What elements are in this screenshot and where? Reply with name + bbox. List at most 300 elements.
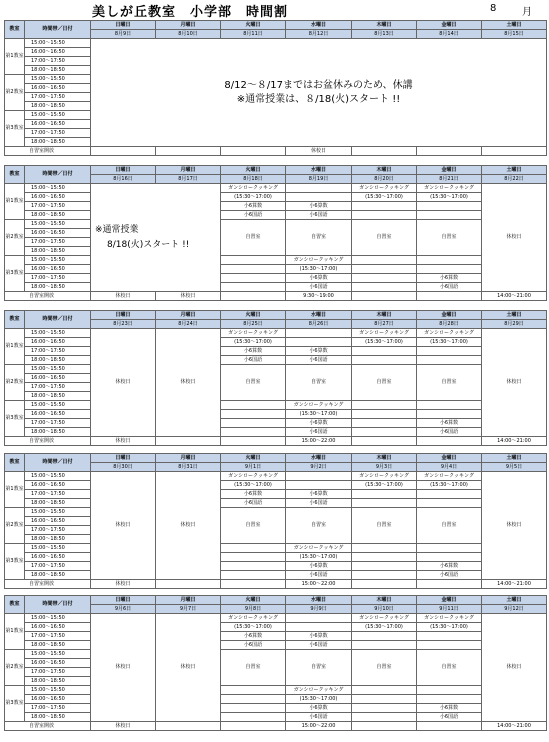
time-slot: 18:00〜18:50 — [25, 66, 91, 75]
lesson-cell: (15:30〜17:00) — [417, 193, 482, 202]
closed-cell: 休校日 — [482, 472, 547, 580]
day-header: 金曜日 — [417, 596, 482, 605]
day-header: 日曜日 — [91, 454, 156, 463]
time-slot: 18:00〜18:50 — [25, 211, 91, 220]
lesson-cell — [417, 544, 482, 553]
day-header: 火曜日 — [221, 596, 286, 605]
lesson-cell — [352, 428, 417, 437]
room-header: 教室 — [5, 454, 25, 472]
lesson-cell — [221, 283, 286, 292]
lesson-cell — [417, 641, 482, 650]
footer-label: 自習室開放 — [5, 580, 91, 589]
time-slot: 17:00〜17:50 — [25, 526, 91, 535]
time-slot: 15:00〜15:50 — [25, 650, 91, 659]
lesson-cell — [417, 686, 482, 695]
lesson-cell: (15:30〜17:00) — [221, 193, 286, 202]
jishu-cell: 自習室 — [286, 220, 352, 256]
lesson-cell — [417, 347, 482, 356]
message-line: 8/18(火)スタート !! — [107, 239, 190, 250]
lesson-cell — [221, 571, 286, 580]
lesson-cell: ガンシロークッキング — [417, 614, 482, 623]
lesson-cell: ガンシロークッキング — [352, 329, 417, 338]
lesson-cell — [286, 472, 352, 481]
time-slot: 18:00〜18:50 — [25, 102, 91, 111]
lesson-cell: 小6国語 — [221, 211, 286, 220]
time-slot: 15:00〜15:50 — [25, 614, 91, 623]
lesson-cell: (15:30〜17:00) — [221, 623, 286, 632]
lesson-cell — [221, 410, 286, 419]
lesson-cell: 小6国語 — [221, 641, 286, 650]
time-slot: 16:00〜16:50 — [25, 659, 91, 668]
lesson-cell: ガンシロークッキング — [352, 614, 417, 623]
footer-cell — [221, 722, 286, 731]
lesson-cell — [417, 499, 482, 508]
time-slot: 18:00〜18:50 — [25, 499, 91, 508]
footer-cell — [352, 580, 417, 589]
lesson-cell — [352, 419, 417, 428]
lesson-cell — [221, 265, 286, 274]
time-slot: 15:00〜15:50 — [25, 686, 91, 695]
lesson-cell: (15:30〜17:00) — [417, 481, 482, 490]
day-header: 土曜日 — [482, 596, 547, 605]
lesson-cell — [352, 401, 417, 410]
footer-cell — [156, 722, 221, 731]
jishu-cell: 自習室 — [352, 365, 417, 401]
footer-cell: 9:30〜19:00 — [286, 292, 352, 301]
time-header: 時間帯／日付 — [25, 21, 91, 39]
lesson-cell — [221, 713, 286, 722]
month-label: 月 — [522, 7, 532, 18]
date-cell: 9月4日 — [417, 463, 482, 472]
time-slot: 17:00〜17:50 — [25, 419, 91, 428]
time-slot: 16:00〜16:50 — [25, 193, 91, 202]
lesson-cell: 小6国語 — [417, 571, 482, 580]
closed-cell: 休校日 — [482, 184, 547, 292]
week-block — [4, 310, 546, 446]
lesson-cell: ガンシロークッキング — [417, 329, 482, 338]
date-cell: 9月7日 — [156, 605, 221, 614]
lesson-cell — [221, 401, 286, 410]
day-header: 火曜日 — [221, 454, 286, 463]
footer-cell — [156, 147, 221, 156]
footer-cell: 14:00〜21:00 — [482, 722, 547, 731]
date-cell: 9月8日 — [221, 605, 286, 614]
lesson-cell — [221, 428, 286, 437]
footer-cell — [352, 147, 417, 156]
date-cell: 8月22日 — [482, 175, 547, 184]
footer-cell — [156, 580, 221, 589]
lesson-cell: 小6算数 — [417, 562, 482, 571]
lesson-cell — [221, 562, 286, 571]
week-block — [4, 165, 546, 301]
jishu-cell: 自習室 — [221, 508, 286, 544]
lesson-cell: (15:30〜17:00) — [417, 338, 482, 347]
lesson-cell — [352, 632, 417, 641]
lesson-cell — [417, 401, 482, 410]
footer-label: 自習室開放 — [5, 437, 91, 446]
day-header: 火曜日 — [221, 166, 286, 175]
time-slot: 17:00〜17:50 — [25, 632, 91, 641]
time-slot: 16:00〜16:50 — [25, 553, 91, 562]
room-label: 第2教室 — [5, 508, 25, 544]
lesson-cell: 小6国語 — [286, 283, 352, 292]
date-cell: 9月11日 — [417, 605, 482, 614]
lesson-cell: 小6算数 — [286, 274, 352, 283]
date-cell: 8月23日 — [91, 320, 156, 329]
date-cell: 8月16日 — [91, 175, 156, 184]
day-header: 月曜日 — [156, 596, 221, 605]
date-cell: 9月12日 — [482, 605, 547, 614]
lesson-cell: 小6国語 — [417, 713, 482, 722]
footer-cell: 休校日 — [91, 437, 156, 446]
lesson-cell — [352, 211, 417, 220]
lesson-cell: 小6国語 — [417, 428, 482, 437]
date-cell: 8月28日 — [417, 320, 482, 329]
date-cell: 8月11日 — [221, 30, 286, 39]
day-header: 火曜日 — [221, 311, 286, 320]
time-slot: 16:00〜16:50 — [25, 695, 91, 704]
date-cell: 9月5日 — [482, 463, 547, 472]
date-cell: 8月26日 — [286, 320, 352, 329]
room-label: 第3教室 — [5, 544, 25, 580]
date-cell: 8月30日 — [91, 463, 156, 472]
time-slot: 17:00〜17:50 — [25, 57, 91, 66]
lesson-cell: ガンシロークッキング — [221, 614, 286, 623]
lesson-cell — [286, 193, 352, 202]
footer-cell: 休校日 — [91, 722, 156, 731]
lesson-cell: 小6算数 — [221, 490, 286, 499]
lesson-cell — [286, 338, 352, 347]
lesson-cell: (15:30〜17:00) — [417, 623, 482, 632]
month-number: 8 — [490, 3, 497, 14]
jishu-cell: 自習室 — [352, 220, 417, 256]
closed-cell: 休校日 — [482, 614, 547, 722]
time-slot: 16:00〜16:50 — [25, 410, 91, 419]
room-label: 第1教室 — [5, 39, 25, 75]
lesson-cell: (15:30〜17:00) — [286, 695, 352, 704]
room-label: 第1教室 — [5, 184, 25, 220]
day-header: 金曜日 — [417, 166, 482, 175]
time-slot: 15:00〜15:50 — [25, 508, 91, 517]
room-header: 教室 — [5, 311, 25, 329]
lesson-cell: 小6算数 — [417, 419, 482, 428]
lesson-cell: 小6算数 — [221, 202, 286, 211]
lesson-cell — [352, 356, 417, 365]
date-cell: 8月9日 — [91, 30, 156, 39]
lesson-cell: 小6算数 — [221, 632, 286, 641]
date-cell: 9月10日 — [352, 605, 417, 614]
lesson-cell: 小6算数 — [221, 347, 286, 356]
time-slot: 17:00〜17:50 — [25, 129, 91, 138]
footer-cell — [221, 437, 286, 446]
lesson-cell: ガンシロークッキング — [286, 544, 352, 553]
time-slot: 15:00〜15:50 — [25, 472, 91, 481]
room-label: 第1教室 — [5, 329, 25, 365]
room-label: 第1教室 — [5, 472, 25, 508]
lesson-cell: ガンシロークッキング — [286, 686, 352, 695]
lesson-cell: 小6国語 — [286, 211, 352, 220]
time-slot: 16:00〜16:50 — [25, 374, 91, 383]
time-slot: 18:00〜18:50 — [25, 247, 91, 256]
footer-cell — [221, 292, 286, 301]
lesson-cell: (15:30〜17:00) — [221, 481, 286, 490]
date-cell: 8月19日 — [286, 175, 352, 184]
footer-cell: 14:00〜21:00 — [482, 292, 547, 301]
jishu-cell: 自習室 — [352, 508, 417, 544]
time-slot: 18:00〜18:50 — [25, 356, 91, 365]
time-slot: 15:00〜15:50 — [25, 220, 91, 229]
day-header: 金曜日 — [417, 311, 482, 320]
lesson-cell — [221, 704, 286, 713]
footer-cell — [417, 722, 482, 731]
lesson-cell — [286, 614, 352, 623]
jishu-cell: 自習室 — [221, 650, 286, 686]
time-slot: 15:00〜15:50 — [25, 329, 91, 338]
day-header: 日曜日 — [91, 596, 156, 605]
time-slot: 18:00〜18:50 — [25, 535, 91, 544]
footer-cell — [156, 437, 221, 446]
lesson-cell: 小6国語 — [286, 713, 352, 722]
lesson-cell — [417, 211, 482, 220]
lesson-cell — [417, 356, 482, 365]
lesson-cell — [352, 704, 417, 713]
time-slot: 18:00〜18:50 — [25, 713, 91, 722]
day-header: 水曜日 — [286, 311, 352, 320]
date-cell: 9月1日 — [221, 463, 286, 472]
day-header: 火曜日 — [221, 21, 286, 30]
lesson-cell: ガンシロークッキング — [221, 184, 286, 193]
lesson-cell: 小6算数 — [286, 419, 352, 428]
footer-label: 自習室開放 — [5, 292, 91, 301]
date-cell: 8月18日 — [221, 175, 286, 184]
closed-cell: 休校日 — [156, 614, 221, 722]
lesson-cell — [286, 184, 352, 193]
time-slot: 18:00〜18:50 — [25, 641, 91, 650]
lesson-cell: ガンシロークッキング — [221, 329, 286, 338]
footer-cell — [482, 147, 547, 156]
closed-cell: 休校日 — [91, 614, 156, 722]
time-slot: 18:00〜18:50 — [25, 571, 91, 580]
date-cell: 8月31日 — [156, 463, 221, 472]
jishu-cell: 自習室 — [417, 365, 482, 401]
lesson-cell — [417, 256, 482, 265]
day-header: 水曜日 — [286, 454, 352, 463]
lesson-cell — [221, 544, 286, 553]
lesson-cell — [221, 419, 286, 428]
lesson-cell: ガンシロークッキング — [286, 256, 352, 265]
room-label: 第3教室 — [5, 111, 25, 147]
lesson-cell: (15:30〜17:00) — [352, 481, 417, 490]
day-header: 木曜日 — [352, 21, 417, 30]
jishu-cell: 自習室 — [352, 650, 417, 686]
day-header: 土曜日 — [482, 311, 547, 320]
footer-cell: 14:00〜21:00 — [482, 437, 547, 446]
lesson-cell: 小6算数 — [286, 562, 352, 571]
date-cell: 8月24日 — [156, 320, 221, 329]
day-header: 月曜日 — [156, 454, 221, 463]
date-cell: 9月2日 — [286, 463, 352, 472]
lesson-cell — [352, 695, 417, 704]
footer-cell — [417, 292, 482, 301]
time-slot: 18:00〜18:50 — [25, 428, 91, 437]
jishu-cell: 自習室 — [286, 365, 352, 401]
lesson-cell — [352, 641, 417, 650]
footer-cell: 15:00〜22:00 — [286, 580, 352, 589]
time-slot: 17:00〜17:50 — [25, 704, 91, 713]
lesson-cell: (15:30〜17:00) — [352, 193, 417, 202]
time-slot: 15:00〜15:50 — [25, 544, 91, 553]
day-header: 水曜日 — [286, 596, 352, 605]
lesson-cell — [221, 695, 286, 704]
date-cell: 8月27日 — [352, 320, 417, 329]
lesson-cell: (15:30〜17:00) — [352, 338, 417, 347]
room-label: 第1教室 — [5, 614, 25, 650]
jishu-cell: 自習室 — [286, 508, 352, 544]
week-block — [4, 20, 546, 156]
date-cell: 8月14日 — [417, 30, 482, 39]
time-slot: 15:00〜15:50 — [25, 256, 91, 265]
lesson-cell: 小6国語 — [286, 571, 352, 580]
date-cell: 9月3日 — [352, 463, 417, 472]
lesson-cell: (15:30〜17:00) — [221, 338, 286, 347]
closed-message — [91, 39, 547, 147]
lesson-cell — [221, 256, 286, 265]
time-slot: 15:00〜15:50 — [25, 184, 91, 193]
lesson-cell: 小6算数 — [417, 704, 482, 713]
lesson-cell — [417, 410, 482, 419]
lesson-cell — [352, 544, 417, 553]
lesson-cell: 小6算数 — [286, 632, 352, 641]
lesson-cell: 小6算数 — [286, 202, 352, 211]
lesson-cell: 小6国語 — [221, 356, 286, 365]
date-cell: 9月9日 — [286, 605, 352, 614]
lesson-cell — [352, 571, 417, 580]
time-slot: 17:00〜17:50 — [25, 490, 91, 499]
lesson-cell — [352, 562, 417, 571]
footer-cell — [91, 147, 156, 156]
day-header: 月曜日 — [156, 311, 221, 320]
lesson-cell — [286, 623, 352, 632]
room-label: 第3教室 — [5, 686, 25, 722]
room-label: 第3教室 — [5, 401, 25, 437]
lesson-cell: (15:30〜17:00) — [352, 623, 417, 632]
time-slot: 15:00〜15:50 — [25, 401, 91, 410]
room-label: 第2教室 — [5, 75, 25, 111]
lesson-cell: (15:30〜17:00) — [286, 265, 352, 274]
lesson-cell: ガンシロークッキング — [221, 472, 286, 481]
footer-cell: 14:00〜21:00 — [482, 580, 547, 589]
lesson-cell: 小6国語 — [286, 428, 352, 437]
lesson-cell: 小6国語 — [286, 641, 352, 650]
footer-cell — [352, 722, 417, 731]
lesson-cell — [352, 202, 417, 211]
message-line: ※通常授業は、８/18(火)スタート !! — [236, 93, 401, 105]
lesson-cell — [352, 686, 417, 695]
lesson-cell: 小6国語 — [221, 499, 286, 508]
day-header: 月曜日 — [156, 21, 221, 30]
footer-label: 自習室開放 — [5, 147, 91, 156]
closed-cell: 休校日 — [156, 329, 221, 437]
date-cell: 8月15日 — [482, 30, 547, 39]
jishu-cell: 自習室 — [417, 650, 482, 686]
footer-cell: 休校日 — [91, 292, 156, 301]
lesson-cell: ガンシロークッキング — [417, 184, 482, 193]
lesson-cell: ガンシロークッキング — [286, 401, 352, 410]
footer-cell — [221, 147, 286, 156]
time-slot: 16:00〜16:50 — [25, 338, 91, 347]
footer-cell — [221, 580, 286, 589]
jishu-cell: 自習室 — [221, 365, 286, 401]
lesson-cell: 小6国語 — [417, 283, 482, 292]
footer-cell — [417, 580, 482, 589]
time-slot: 18:00〜18:50 — [25, 138, 91, 147]
time-slot: 16:00〜16:50 — [25, 517, 91, 526]
day-header: 土曜日 — [482, 454, 547, 463]
time-slot: 15:00〜15:50 — [25, 111, 91, 120]
lesson-cell — [352, 256, 417, 265]
jishu-cell: 自習室 — [286, 650, 352, 686]
date-cell: 8月20日 — [352, 175, 417, 184]
time-slot: 16:00〜16:50 — [25, 48, 91, 57]
time-slot: 16:00〜16:50 — [25, 120, 91, 129]
lesson-cell: 小6算数 — [286, 490, 352, 499]
time-header: 時間帯／日付 — [25, 454, 91, 472]
lesson-cell — [221, 553, 286, 562]
footer-label: 自習室開放 — [5, 722, 91, 731]
time-slot: 17:00〜17:50 — [25, 274, 91, 283]
lesson-cell — [417, 553, 482, 562]
day-header: 月曜日 — [156, 166, 221, 175]
footer-cell — [417, 437, 482, 446]
lesson-cell — [352, 490, 417, 499]
room-label: 第2教室 — [5, 650, 25, 686]
time-slot: 18:00〜18:50 — [25, 392, 91, 401]
time-slot: 15:00〜15:50 — [25, 39, 91, 48]
room-label: 第2教室 — [5, 365, 25, 401]
lesson-cell — [352, 713, 417, 722]
week-block — [4, 595, 546, 731]
time-header: 時間帯／日付 — [25, 311, 91, 329]
date-cell: 8月10日 — [156, 30, 221, 39]
room-header: 教室 — [5, 166, 25, 184]
time-header: 時間帯／日付 — [25, 166, 91, 184]
lesson-cell — [221, 686, 286, 695]
lesson-cell — [417, 695, 482, 704]
jishu-cell: 自習室 — [417, 508, 482, 544]
date-cell: 8月25日 — [221, 320, 286, 329]
lesson-cell: ガンシロークッキング — [352, 184, 417, 193]
jishu-cell: 自習室 — [221, 220, 286, 256]
day-header: 木曜日 — [352, 166, 417, 175]
footer-cell — [352, 437, 417, 446]
time-slot: 17:00〜17:50 — [25, 562, 91, 571]
lesson-cell — [352, 265, 417, 274]
lesson-cell — [417, 265, 482, 274]
day-header: 金曜日 — [417, 454, 482, 463]
lesson-cell — [417, 632, 482, 641]
day-header: 日曜日 — [91, 21, 156, 30]
day-header: 水曜日 — [286, 166, 352, 175]
time-slot: 17:00〜17:50 — [25, 202, 91, 211]
lesson-cell: ガンシロークッキング — [417, 472, 482, 481]
footer-cell: 15:00〜22:00 — [286, 722, 352, 731]
time-slot: 16:00〜16:50 — [25, 229, 91, 238]
closed-cell: 休校日 — [156, 472, 221, 580]
lesson-cell: 小6国語 — [286, 499, 352, 508]
lesson-cell: 小6算数 — [286, 347, 352, 356]
closed-cell: 休校日 — [91, 329, 156, 437]
lesson-cell — [352, 347, 417, 356]
